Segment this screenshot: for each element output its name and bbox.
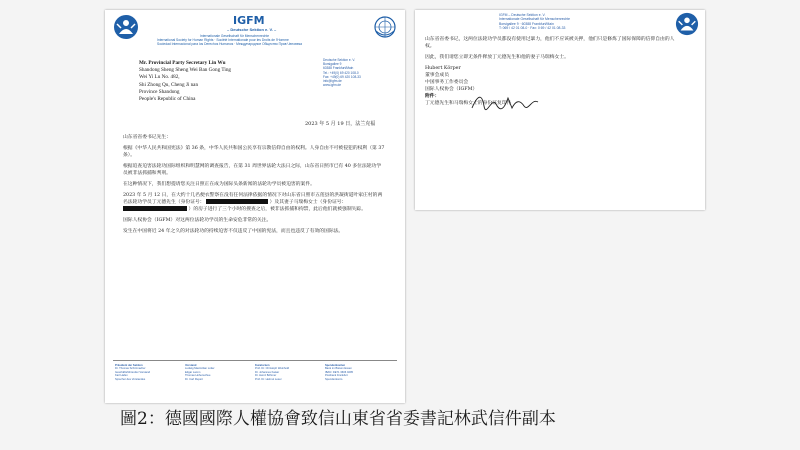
figure-caption: 圖2：德國國際人權協會致信山東省省委書記林武信件副本 [120, 409, 556, 429]
page2-header-line: Borsigallee 9 · 60388 Frankfurt/Main [499, 21, 554, 26]
body-paragraph: 山东省省委书记，这两位法轮功学员都没有使用过暴力，他们不应该被关押，他们只是修炼了国际保障的信仰自由的人权。 [425, 37, 675, 49]
recipient-line: Wei Yi Lu No. 482, [139, 74, 180, 81]
detention-text-2: ）及其妻子马瑞梅女士（身份证号： [269, 200, 347, 205]
footer-line: Spendenkonto [325, 377, 343, 381]
org-section: – Deutsche Sektion e. V. – [227, 27, 277, 32]
detention-text-3: ）的房子进行了三个小时的搜查之后，被非法抓捕和拘禁，此后他们就被强制失踪。 [188, 207, 367, 212]
footer-line: Postbank Frankfurt [325, 374, 348, 378]
closing-line: 国际人权协会（IGFM） [425, 87, 478, 92]
closing-line: 中国事务工作委员会 [425, 80, 469, 85]
letter-body [123, 134, 385, 239]
org-name: IGFM [233, 14, 265, 27]
side-info-line: Tel.: +49(0) 69 420 108-0 [323, 70, 359, 75]
footer-line: IBAN: DE71 3606 0295 [325, 370, 353, 374]
side-info-line: Borsigallee 9 [323, 62, 342, 67]
body-paragraph: 因此，我们请您立即无条件释放丁元德先生和他的妻子马瑞梅女士。 [425, 55, 569, 60]
igfm-logo-icon [113, 14, 139, 40]
footer-heading: Kuratorium [255, 364, 270, 367]
footer-heading: Spendenkonten [325, 364, 346, 367]
org-line-2: International Society for Human Rights · Société Internationale pour les Droits de l'Homme [157, 38, 289, 42]
letter-page-2 [415, 10, 705, 210]
body-paragraph: 根据追查迫害法轮功国际组织和明慧网的调查报告，在第 31 周世界法轮大法日之际，山东省日照市已有 40 多位法轮功学员被非法抓捕和判刑。 [123, 164, 382, 176]
body-paragraph: 在这种情况下，我们想提请您关注日照正在成为国际头条新闻的法轮功学员被迫害的案件。 [123, 182, 315, 187]
org-line-3: Sociedad Internacional para los Derechos Humanos · Международное Общество Прав Человека [157, 42, 303, 46]
letter-footer [113, 360, 397, 395]
signature-name: Hubert Körper [425, 66, 461, 71]
detention-text-1: 2023 年 5 月 12 日，在大约十几名便衣警察在没有任何法律依据的情况下对山东省日照市五莲县的洪凝街道叶家庄村的两名法轮功学员丁元德先生（身份证号： [123, 193, 383, 205]
footer-line: Prof. Dr. Helmut Leser [255, 377, 282, 381]
page2-body [425, 36, 675, 107]
sender-side-info [323, 58, 393, 87]
side-info-line: Deutsche Sektion e. V. [323, 58, 356, 62]
footer-column [325, 364, 395, 381]
closing-line: 董事会成员 [425, 73, 449, 78]
footer-line: Dr. Heinz Böhmer [255, 374, 277, 378]
recipient-line: People's Republic of China [139, 96, 196, 103]
footer-line: Karl Hafen [115, 374, 128, 378]
body-paragraph-detention [123, 192, 385, 213]
recipient-address [139, 60, 339, 103]
attachment-text: 丁元德先生和马瑞梅女士的身份证复印件 [425, 101, 512, 106]
un-emblem-icon [373, 15, 397, 39]
footer-line: Geschäftsführender Vorstand [115, 370, 150, 374]
body-paragraph: 根据《中华人民共和国宪法》第 36 条，中华人民共和国公民享有宗教信仰自由的权利。人身自由不可被侵犯的权利（第 37 条）。 [123, 146, 385, 158]
body-paragraph: 国际人权协会（IGFM）对这两位法轮功学员的生命安危非常的关注。 [123, 218, 272, 223]
footer-column [185, 364, 251, 381]
letter-page-1 [105, 10, 405, 403]
salutation: 山东省省委书记先生： [123, 135, 171, 140]
body-paragraph: 发生在中国将近 24 年之久的对法轮功的持续迫害不仅违反了中国的宪法，而且也违反了有效的国际法。 [123, 229, 344, 234]
side-info-line: www.igfm.de [323, 83, 342, 88]
footer-column [115, 364, 181, 381]
redaction-bar [206, 199, 268, 204]
footer-column [255, 364, 321, 381]
footer-line: Sprecher des Vorstandes [115, 377, 146, 381]
page2-header-line: IGFM – Deutsche Sektion e. V. [499, 13, 546, 17]
footer-heading: Präsident der Sektion [115, 364, 143, 367]
letter-date: 2023 年 5 月 19 日，法兰克福 [305, 121, 376, 127]
recipient-line: Mr. Provincial Party Secretary Lin Wu [139, 60, 226, 66]
page2-header [499, 13, 649, 30]
igfm-logo-icon [675, 12, 699, 36]
footer-line: Prof. Dr. Christoph Weinhold [255, 367, 290, 371]
side-info-line: info@igfm.de [323, 79, 342, 84]
footer-line: Ludwig Maximilian Lotter [185, 367, 215, 371]
recipient-line: Shandong Sheng Sheng Wei Ban Gong Ting [139, 67, 232, 74]
footer-line: Dr. Thomas Schirrmacher [115, 367, 146, 371]
side-info-line: Fax: +49(0) 69 420 108-33 [323, 74, 361, 79]
recipient-line: Shi Zhong Qu, Cheng Ji nan [139, 81, 199, 88]
footer-line: Thomas Hohenschue [185, 374, 211, 378]
handwritten-signature [470, 92, 540, 114]
footer-line: Dr. Carl Rupert [185, 377, 203, 381]
footer-line: Dr. Johannes Kaiser [255, 370, 280, 374]
org-line-1: Internationale Gesellschaft für Menschenrechte [200, 34, 270, 38]
page2-header-line: T: 069 / 42 01 08-0 · Fax: 0 69 / 42 01 08-33 [499, 25, 566, 30]
redaction-bar [123, 206, 187, 211]
recipient-line: Province Shandong [139, 88, 180, 95]
page2-header-line: Internationale Gesellschaft für Menschenrechte [499, 17, 571, 22]
footer-heading: Vorstand [185, 364, 197, 367]
footer-line: Bank im Bistum Essen [325, 367, 352, 371]
attachment-label: 附件： [425, 93, 440, 99]
footer-line: Edgar Lamm [185, 370, 201, 374]
side-info-line: 60388 Frankfurt/Main [323, 66, 354, 71]
